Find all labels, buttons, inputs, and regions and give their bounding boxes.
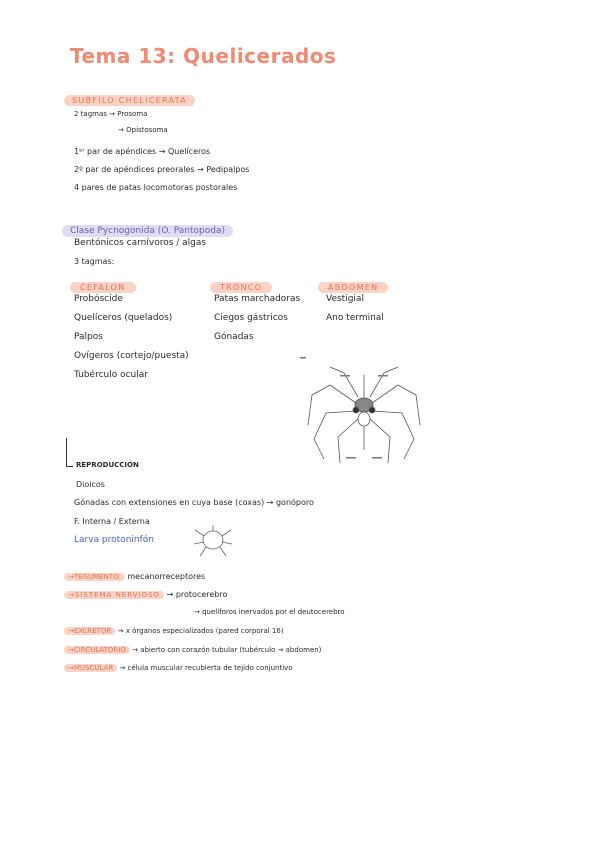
list-item: Quelíceros (quelados) bbox=[74, 313, 173, 323]
system-excretor bbox=[64, 627, 284, 635]
section-bracket bbox=[66, 438, 73, 467]
list-item: Ovígeros (cortejo/puesta) bbox=[74, 351, 189, 361]
list-item: Vestigial bbox=[326, 294, 364, 304]
system-text: → protocerebro bbox=[166, 590, 228, 599]
subfilo-line-1: 1ᵉʳ par de apéndices → Quelíceros bbox=[74, 147, 211, 156]
list-item: Patas marchadoras bbox=[214, 294, 301, 304]
list-item: Ano terminal bbox=[326, 313, 384, 323]
larva-sketch bbox=[192, 524, 234, 558]
system-circulatorio bbox=[64, 646, 321, 654]
list-item: Tubérculo ocular bbox=[74, 370, 148, 380]
system-label: →SISTEMA NERVIOSO bbox=[64, 591, 164, 599]
system-text: mecanorreceptores bbox=[127, 572, 206, 581]
system-muscular bbox=[64, 664, 293, 672]
reproduccion-line-3: F. Interna / Externa bbox=[74, 517, 150, 526]
subfilo-heading bbox=[64, 88, 195, 107]
subfilo-label: SUBFILO CHELICERATA bbox=[64, 95, 195, 106]
clase-line-1: Bentónicos carnívoros / algas bbox=[74, 238, 207, 248]
clase-heading bbox=[62, 218, 233, 237]
tagmas-line bbox=[74, 110, 147, 118]
subfilo-line-3: 4 pares de patas locomotoras postorales bbox=[74, 183, 238, 192]
col-header-abdomen: ABDOMEN bbox=[318, 275, 388, 294]
clase-line-2: 3 tagmas: bbox=[74, 257, 115, 266]
system-label: →MUSCULAR bbox=[64, 664, 117, 672]
arrow-icon: → bbox=[118, 126, 124, 134]
pycnogonid-diagram bbox=[300, 355, 428, 467]
reproduccion-heading: REPRODUCCIÓN bbox=[76, 461, 139, 469]
system-nervioso-sub: → quelíforos inervados por el deutocerebro bbox=[194, 608, 345, 616]
reproduccion-line-2: Gónadas con extensiones en cuya base (coxas) → gonóporo bbox=[74, 498, 314, 507]
col-header-cefalon: CEFALON bbox=[70, 275, 136, 294]
list-item: Probóscide bbox=[74, 294, 123, 304]
system-label: →EXCRETOR bbox=[64, 627, 115, 635]
system-label: →CIRCULATORIO bbox=[64, 646, 130, 654]
larva-label: Larva protoninfón bbox=[74, 535, 154, 545]
system-label: →TEGUMENTO: bbox=[64, 573, 125, 581]
col-header-tronco: TRONCO bbox=[210, 275, 272, 294]
tagma-prosoma: Prosoma bbox=[117, 110, 148, 118]
system-text: → x órganos especializados (pared corporal 16) bbox=[117, 627, 284, 635]
subfilo-line-2: 2º par de apéndices preorales → Pedipalpos bbox=[74, 165, 250, 174]
page-title: Tema 13: Quelicerados bbox=[70, 44, 337, 68]
tagmas-label: 2 tagmas → bbox=[74, 110, 116, 118]
system-nervioso bbox=[64, 590, 227, 599]
system-text: → célula muscular recubierta de tejido conjuntivo bbox=[119, 664, 293, 672]
tagma-opistosoma-line bbox=[118, 126, 168, 134]
reproduccion-line-1: Dioicos bbox=[76, 480, 105, 489]
list-item: Palpos bbox=[74, 332, 103, 342]
system-text: → abierto con corazón tubular (tubérculo → abdomen) bbox=[132, 646, 322, 654]
list-item: Gónadas bbox=[214, 332, 254, 342]
list-item: Ciegos gástricos bbox=[214, 313, 288, 323]
clase-label: Clase Pycnogonida (O. Pantopoda) bbox=[62, 225, 233, 237]
tagma-opistosoma: Opistosoma bbox=[126, 126, 168, 134]
system-tegumento bbox=[64, 572, 205, 581]
